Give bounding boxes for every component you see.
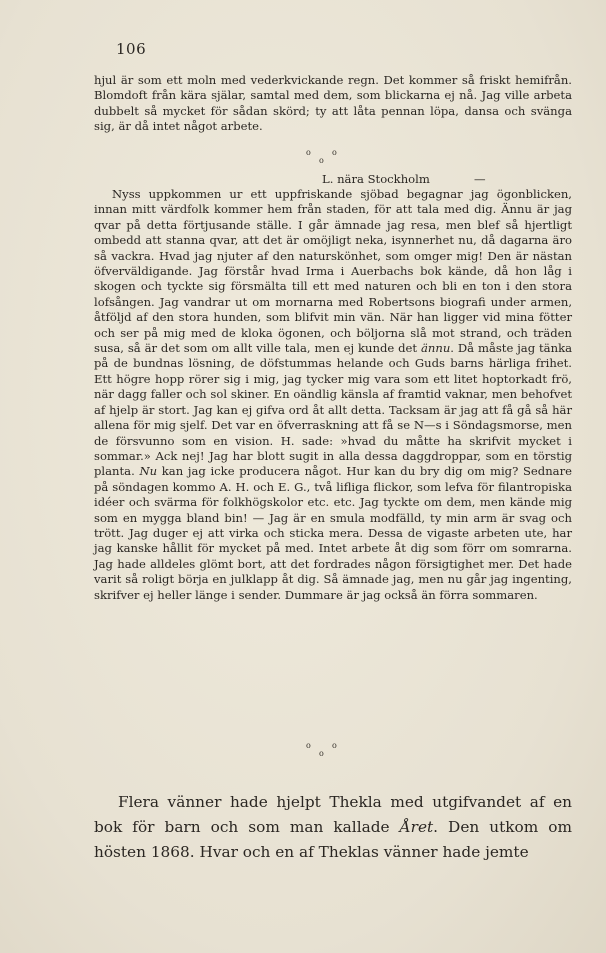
ornament-mark: o xyxy=(306,148,311,157)
letter-emphasis: ännu xyxy=(420,341,451,356)
paragraph-opening-text: hjul är som ett moln med vederkvickande regn. Det kommer så friskt hemifrån. Blomdoft från kära själar, samtal med dem, som blickarna ej nå. Jag ville arbeta dubbelt så mycket för sådan skörd; ty att låta pennan löpa, dansa och svänga sig, är då intet något arbete. xyxy=(94,73,572,134)
closing-emphasis: Året xyxy=(399,817,434,836)
ornament-mark: o xyxy=(332,741,337,750)
letter-text-part: kan jag icke producera något. Hur kan du bry dig om mig? Sednare på söndagen kommo A. H. och E. G., två lifliga flickor, som lefva för filantropiska idéer och svärma för folkhögskolor etc. etc. Jag tyckte om dem, men kände mig som en mygga bland bin! — Jag är en smula modfälld, ty min arm är svag och trött. Jag duger ej att virka och sticka mera. Dessa de vigaste arbeten ute, har jag kanske hållit för mycket på med. Intet arbete åt dig som förr om somrarna. Jag hade alldeles glömt bort, att det fordrades någon försigtighet mer. Det hade varit så roligt börja en julklapp åt dig. Så ämnade jag, men nu går jag ingenting, skrifver ej heller länge i sender. Dummare är jag också än förra sommaren. xyxy=(94,464,572,602)
letter-text-part: . Då måste jag tänka på de bundnas lösning, de döfstummas helande och Guds barns härliga frihet. Ett högre hopp rörer sig i mig, jag tycker mig vara som ett litet hoptorkadt frö, när dagg faller och sol skiner. En oändlig känsla af framtid vaknar, men behofvet af hjelp är stort. Jag kan ej gifva ord åt allt detta. Tacksam är jag att få gå så här allena för mig sjelf. Det var en öfverraskning att få se N—s i Söndagsmorse, men de försvunno som en vision. H. sade: »hvad du måtte ha skrifvit mycket i sommar.» Ack nej! Jag har blott sugit in alla dessa daggdroppar, som en törstig planta. xyxy=(94,341,573,479)
closing-text-part: Flera vänner hade hjelpt Thekla med utgifvandet af en bok för barn och som man kallade xyxy=(94,793,572,836)
letter-emphasis: Nu xyxy=(139,464,158,479)
ornament-mark: o xyxy=(319,156,324,165)
paragraph-letter-text xyxy=(94,187,572,603)
letter-text-part: Nyss uppkommen ur ett uppfriskande sjöbad begagnar jag ögonblicken, innan mitt värdfolk kommer hem från staden, för att tala med dig. Ännu är jag qvar på detta förtjusande ställe. I går ämnade jag resa, men blef så hjertligt ombedd att stanna qvar, att det är omöjligt neka, isynnerhet nu, då dagarna äro så vackra. Hvad jag njuter af den naturskönhet, som omger mig! Den är nästan öfverväldigande. Jag förstår hvad Irma i Auerbachs bok kände, då hon låg i skogen och tyckte sig försmälta till ett med naturen och bli en ton i den stora lofsången. Jag vandrar ut om mornarna med Robertsons biografi under armen, åtföljd af den stora hunden, som blifvit min vän. När han ligger vid mina fötter och ser på mig med de kloka ögonen, och böljorna slå mot strand, och träden susa, så är det som om allt ville tala, men ej kunde det xyxy=(94,187,572,356)
paragraph-letter xyxy=(94,187,572,603)
ornament-mark: o xyxy=(306,741,311,750)
paragraph-closing xyxy=(94,790,572,864)
dateline-place: L. nära Stockholm xyxy=(322,172,430,186)
closing-text-part: . Den utkom om hösten 1868. Hvar och en af Theklas vänner hade jemte xyxy=(94,817,572,861)
ornament-mark: o xyxy=(319,749,324,758)
dateline-dash: — xyxy=(474,172,486,186)
page-number: 106 xyxy=(116,40,147,58)
ornament-mark: o xyxy=(332,148,337,157)
paragraph-opening xyxy=(94,73,572,135)
